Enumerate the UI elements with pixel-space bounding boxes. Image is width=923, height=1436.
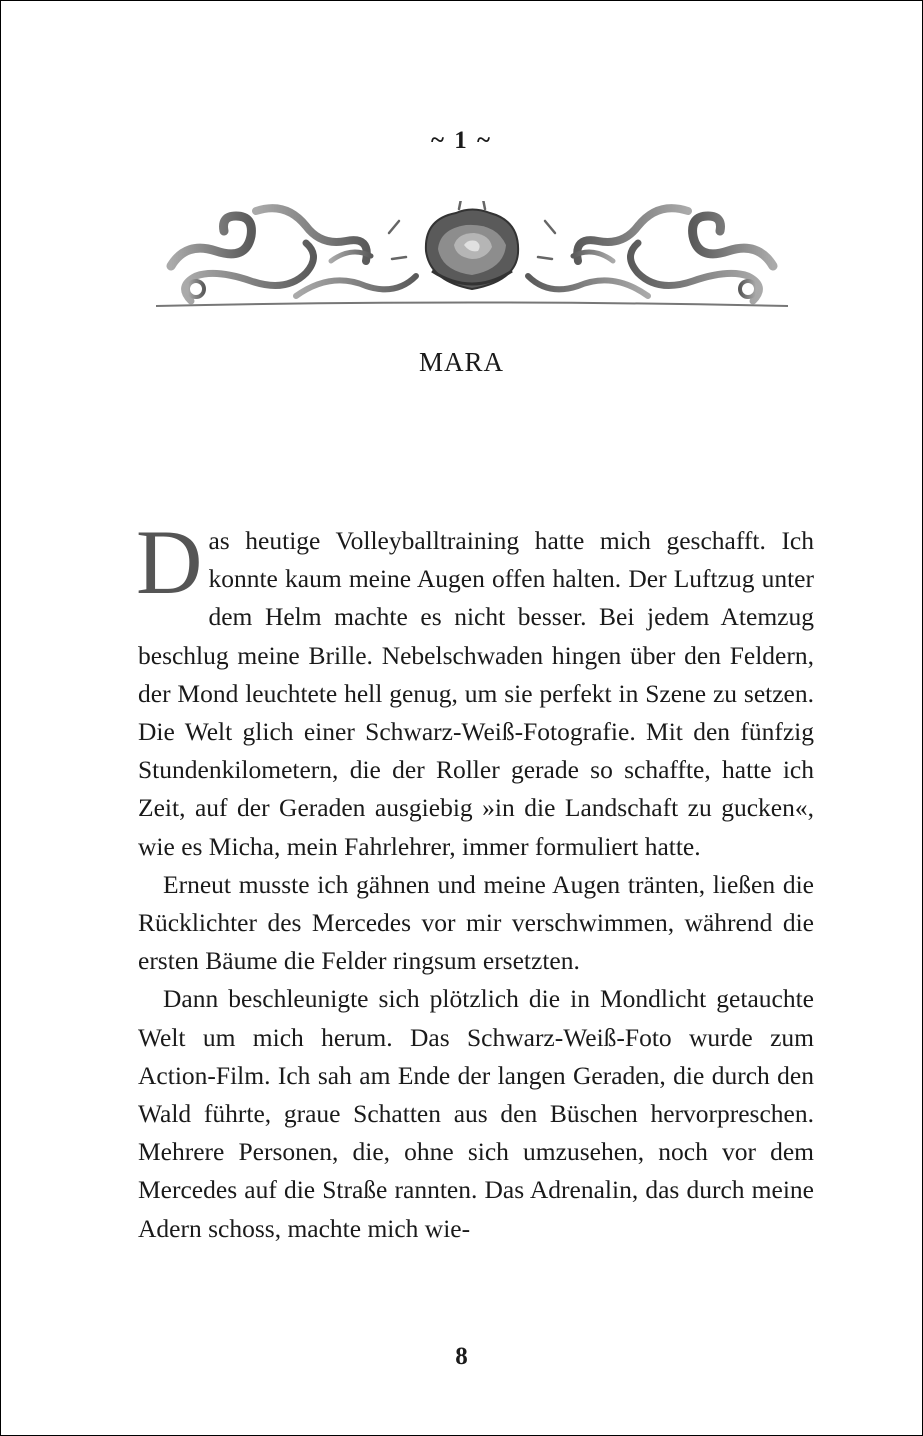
body-text — [136, 511, 814, 1248]
page-number: 8 — [455, 1343, 468, 1370]
chapter-title: MARA — [418, 347, 504, 377]
paragraph: Erneut musste ich gähnen und meine Augen tränten, ließen die Rücklichter des Mercedes vor mir verschwimmen, während die ersten Bäume die Felder ringsum ersetzten. — [138, 869, 814, 976]
chapter-number: ~ 1 ~ — [430, 127, 492, 154]
paragraph: Dann beschleunigte sich plötzlich die in Mondlicht getauchte Welt um mich herum. Das Schwarz-Weiß-Foto wurde zum Action-Film. Ich sah am Ende der langen Geraden, die durch den Wald führte, graue Schatten aus den Büschen hervorpreschen. Mehrere Personen, die, ohne sich umzusehen, noch vor dem Mercedes auf die Straße rannten. Das Adrenalin, das durch meine Adern schoss, machte mich wie- — [138, 984, 814, 1243]
rose-ornament-icon — [156, 201, 788, 316]
paragraph — [136, 511, 814, 866]
drop-cap: D — [136, 511, 203, 613]
paragraph-text: as heutige Volleyballtraining hatte mich geschafft. Ich konnte kaum meine Augen offen halten. Der Luftzug unter dem Helm machte es nicht besser. Bei jedem Atemzug beschlug meine Brille. Nebelschwaden hingen über den Feldern, der Mond leuchtete hell genug, um sie perfekt in Szene zu setzen. Die Welt glich einer Schwarz-Weiß-Fotografie. Mit den fünfzig Stundenkilometern, die der Roller gerade so schaffte, hatte ich Zeit, auf der Geraden ausgiebig »in die Landschaft zu gucken«, wie es Micha, mein Fahrlehrer, immer formuliert hatte. — [138, 526, 814, 861]
